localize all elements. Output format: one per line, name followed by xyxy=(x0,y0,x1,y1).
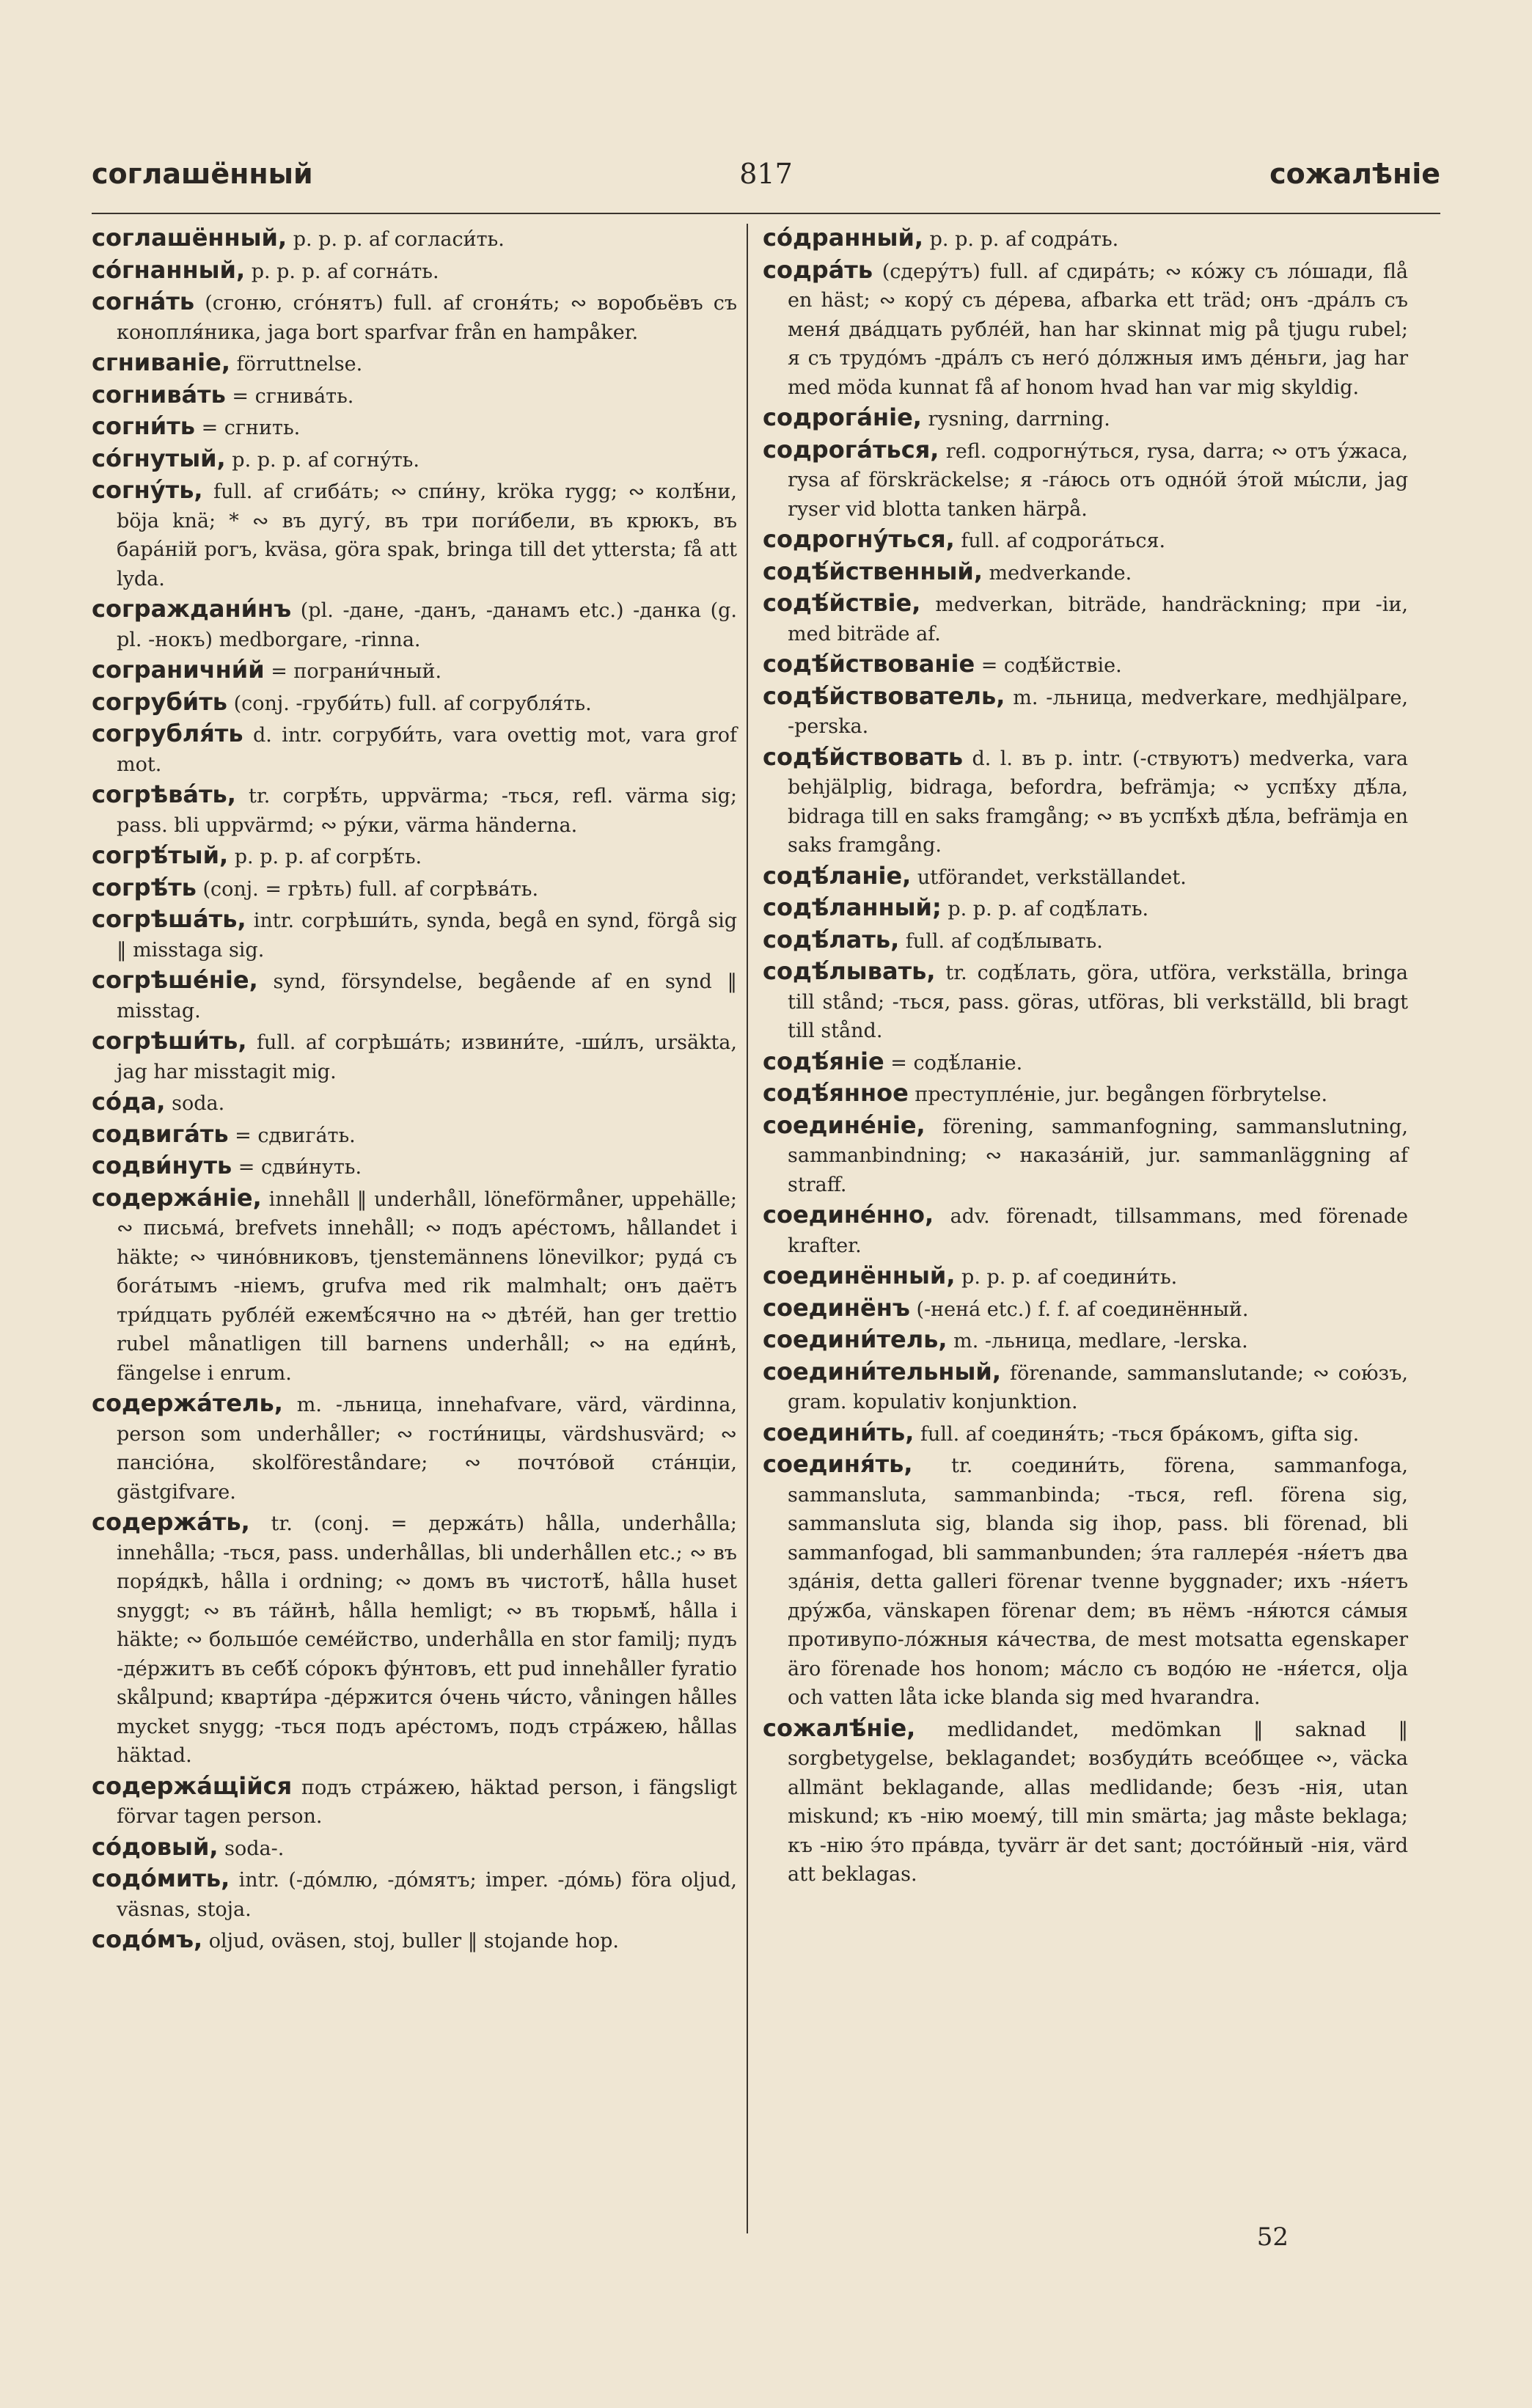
header-rule xyxy=(92,213,1440,214)
headword: согну́ть, xyxy=(92,476,203,504)
dictionary-entry xyxy=(92,1389,737,1507)
definition: soda. xyxy=(165,1092,225,1115)
dictionary-entry xyxy=(92,720,737,779)
dictionary-entry xyxy=(763,682,1408,742)
definition: tr. согрѣ́ть, uppvärma; -ться, refl. värma sig; pass. bli uppvärmd; ∾ ру́ки, värma händerna. xyxy=(117,785,737,837)
page-header xyxy=(92,158,1440,202)
headword: содержа́тель, xyxy=(92,1389,283,1417)
definition: synd, försyndelse, begående af en synd ‖ misstag. xyxy=(117,970,737,1022)
definition: tr. соедини́ть, förena, sammanfoga, sammansluta, sammanbinda; -ться, refl. förena sig, sammansluta sig, blanda sig ihop, pass. bli förenad, bli sammanfogad, bli sammanbunden; э́та галлере́я -ня́етъ два зда́нія, detta galleri förenar tvenne byggnader; ихъ -ня́етъ дру́жба, vänskapen förenar dem; въ нёмъ -ня́ются са́мыя противупо-ло́жныя ка́чества, de mest motsatta egenskaper äro förenade hos honom; ма́сло съ водо́ю не -ня́ется, olja och vatten låta icke blanda sig med hvarandra. xyxy=(788,1454,1408,1709)
dictionary-entry xyxy=(92,1184,737,1388)
headword: согнива́ть xyxy=(92,380,226,409)
headword: согна́ть xyxy=(92,288,195,315)
dictionary-entry xyxy=(92,874,737,904)
headword: согрѣва́ть, xyxy=(92,780,236,808)
definition: tr. содѣ́лать, göra, utföra, verkställa, bringa till stånd; -ться, pass. göras, utföras, bli verkställd, bli bragt till stånd. xyxy=(788,962,1408,1042)
headword: содержа́ть, xyxy=(92,1508,250,1536)
headword: сограждани́нъ xyxy=(92,595,292,623)
headword: соглашённый, xyxy=(92,224,287,252)
dictionary-entry xyxy=(92,1152,737,1182)
headword: содрогну́ться, xyxy=(763,525,955,553)
headword: содѣ́янное xyxy=(763,1079,909,1107)
dictionary-entry xyxy=(92,1772,737,1831)
dictionary-entry xyxy=(763,1111,1408,1200)
page-number: 817 xyxy=(739,158,793,190)
dictionary-entry xyxy=(92,348,737,379)
dictionary-entry xyxy=(763,589,1408,648)
definition: full. af содѣ́лывать. xyxy=(899,929,1103,953)
definition: oljud, oväsen, stoj, buller ‖ stojande hop. xyxy=(202,1930,619,1953)
headword: содѣ́ланіе, xyxy=(763,861,912,890)
headword: соединёнъ xyxy=(763,1293,910,1322)
definition: = сдвига́ть. xyxy=(228,1124,356,1147)
dictionary-entry xyxy=(92,1864,737,1924)
definition: soda-. xyxy=(218,1837,285,1860)
definition: full. af сгиба́ть; ∾ спи́ну, kröka rygg; ∾ колѣ́ни, böja knä; * ∾ въ дугу́, въ три поги́бели, въ крюкъ, въ бара́ній рогъ, kväsa, göra spak, bringa till det yttersta; få att lyda. xyxy=(117,480,737,590)
dictionary-entry xyxy=(92,288,737,347)
headword: содѣ́йствовать xyxy=(763,742,964,771)
definition: medverkande. xyxy=(982,561,1132,585)
definition: (pl. -дане, -данъ, -данамъ etc.) -данка (g. pl. -нокъ) medborgare, -rinna. xyxy=(117,599,737,651)
dictionary-entry xyxy=(763,224,1408,255)
headword: содви́нуть xyxy=(92,1152,232,1179)
dictionary-entry xyxy=(92,412,737,443)
dictionary-entry xyxy=(92,1088,737,1119)
headword: содержа́ніе, xyxy=(92,1183,262,1212)
headword: содѣ́лывать, xyxy=(763,957,936,985)
dictionary-entry xyxy=(763,1325,1408,1356)
headword: содѣ́йствіе, xyxy=(763,589,921,617)
headword: сожалѣ́ніе, xyxy=(763,1713,916,1742)
dictionary-entry xyxy=(763,862,1408,893)
definition: (сгоню, сго́нятъ) full. af сгоня́ть; ∾ воробьёвъ съ конопля́ника, jaga bort sparfvar från en hampåker. xyxy=(117,292,737,344)
headword: согни́ть xyxy=(92,412,195,440)
headword: со́довый, xyxy=(92,1832,219,1861)
definition: rysning, darrning. xyxy=(921,408,1110,431)
definition: refl. содрогну́ться, rysa, darra; ∾ отъ у́жаса, rysa af förskräckelse; я -га́юсь отъ одно́й э́той мы́сли, jag ryser vid blotta tanken härpå. xyxy=(788,439,1408,521)
dictionary-entry xyxy=(763,1714,1408,1889)
definition: = содѣ́ланіе. xyxy=(884,1051,1023,1075)
dictionary-entry xyxy=(92,476,737,593)
definition: = содѣ́йствіе. xyxy=(975,654,1122,677)
definition: förenande, sammanslutande; ∾ сою́зъ, gram. kopulativ konjunktion. xyxy=(788,1361,1408,1413)
dictionary-entry xyxy=(763,743,1408,860)
definition: medlidandet, medömkan ‖ saknad ‖ sorgbetygelse, beklagandet; возбуди́ть всео́бщее ∾, väcka allmänt beklagande, allas medlidande; безъ -нія, utan miskund; къ -нію моему́, till min smärta; jag måste beklaga; къ -нію э́то пра́вда, tyvärr är det sant; досто́йный -нія, värd att beklagas. xyxy=(788,1718,1408,1886)
definition: = сгнить. xyxy=(194,417,301,439)
headword: сгниваніе, xyxy=(92,348,230,376)
dictionary-entry xyxy=(763,1079,1408,1110)
headword: содрога́ться, xyxy=(763,435,939,464)
definition: p. p. p. af согласи́ть. xyxy=(287,228,505,251)
dictionary-entry xyxy=(92,444,737,475)
dictionary-entry xyxy=(763,403,1408,434)
definition: full. af соединя́ть; -ться бра́комъ, gifta sig. xyxy=(914,1422,1360,1446)
headword: со́гнутый, xyxy=(92,444,226,472)
definition: p. p. p. af согна́ть. xyxy=(245,260,439,283)
definition: p. p. p. af содѣ́лать. xyxy=(941,898,1149,921)
definition: förruttnelse. xyxy=(230,353,363,376)
headword: содрога́ніе, xyxy=(763,403,922,431)
headword: со́дранный, xyxy=(763,224,924,252)
definition: m. -льница, medlare, -lerska. xyxy=(947,1330,1248,1353)
dictionary-entry xyxy=(763,650,1408,681)
definition: (conj. -груби́ть) full. af согрубля́ть. xyxy=(227,692,592,715)
headword: содо́мить, xyxy=(92,1864,230,1892)
headword: соедине́нно, xyxy=(763,1201,934,1229)
dictionary-entry xyxy=(92,688,737,719)
headword: содо́мъ, xyxy=(92,1925,203,1953)
headword: согрѣ́тый, xyxy=(92,841,229,869)
definition: p. p. p. af содра́ть. xyxy=(923,228,1119,251)
definition: p. p. p. af соедини́ть. xyxy=(955,1266,1178,1289)
headword: содѣ́яніе xyxy=(763,1047,884,1075)
dictionary-entry xyxy=(92,224,737,255)
definition: adv. förenadt, tillsammans, med förenade krafter. xyxy=(788,1205,1408,1257)
headword: согрѣше́ніе, xyxy=(92,966,258,994)
headword: соедини́ть, xyxy=(763,1418,915,1446)
dictionary-entry xyxy=(92,595,737,654)
headword: соедини́тель, xyxy=(763,1325,948,1353)
headword: согранични́й xyxy=(92,656,265,684)
definition: d. intr. согруби́ть, vara ovettig mot, vara grof mot. xyxy=(117,724,737,776)
definition: full. af содрога́ться. xyxy=(954,530,1166,552)
dictionary-entry xyxy=(763,256,1408,403)
definition: p. p. p. af согну́ть. xyxy=(225,448,419,472)
definition: m. -льница, innehafvare, värd, värdinna, person som underhåller; ∾ гости́ницы, värdshusvärd; ∾ пансіо́на, skolföreståndare; ∾ почто́вой ста́нціи, gästgifvare. xyxy=(117,1394,737,1504)
dictionary-entry xyxy=(763,1450,1408,1713)
headword: содержа́щійся xyxy=(92,1771,293,1800)
dictionary-entry xyxy=(92,1508,737,1771)
definition: d. l. въ р. intr. (-ствуютъ) medverka, vara behjälplig, bidraga, befordra, befrämja; ∾ успѣ́ху дѣ́ла, bidraga till en saks framgång; ∾ въ успѣ́хѣ дѣ́ла, befrämja en saks framgång. xyxy=(788,747,1408,857)
definition: innehåll ‖ underhåll, löneförmåner, uppehälle; ∾ письма́, brefvets innehåll; ∾ подъ аре́стомъ, hållandet i häkte; ∾ чино́вниковъ, tjenstemännens lönevilkor; руда́ съ бога́тымъ -ніемъ, grufva med rik malmhalt; онъ даётъ три́дцать рубле́й ежемѣ́сячно на ∾ дѣте́й, han ger trettio rubel månatligen till barnens underhåll; ∾ на еди́нѣ, fängelse i enrum. xyxy=(117,1187,737,1385)
definition: = сдви́нуть. xyxy=(232,1156,362,1179)
definition: (сдеру́тъ) full. af сдира́ть; ∾ ко́жу съ ло́шади, flå en häst; ∾ кору́ съ де́рева, afbarka ett träd; онъ -дра́лъ съ меня́ два́дцать рубле́й, han har skinnat mig på tjugu rubel; я съ трудо́мъ -дра́лъ съ него́ до́лжныя имъ де́ньги, jag har med möda kunnat få af honom hvad han var mig skyldig. xyxy=(788,260,1408,399)
headword: содѣ́йственный, xyxy=(763,557,983,585)
headword: содѣ́лать, xyxy=(763,925,900,954)
dictionary-entry xyxy=(92,256,737,287)
dictionary-entry xyxy=(92,966,737,1025)
dictionary-entry xyxy=(763,1294,1408,1325)
headword: содра́ть xyxy=(763,255,873,284)
headword: согрѣша́ть, xyxy=(92,905,246,933)
dictionary-entry xyxy=(763,1358,1408,1417)
headword: согрубля́ть xyxy=(92,720,243,747)
dictionary-entry xyxy=(763,525,1408,556)
dictionary-entry xyxy=(92,841,737,872)
dictionary-entry xyxy=(92,1925,737,1956)
definition: utförandet, verkställandet. xyxy=(911,866,1187,889)
definition: intr. (-до́млю, -до́мятъ; imper. -до́мь) föra oljud, väsnas, stoja. xyxy=(117,1869,737,1921)
definition: подъ стра́жею, häktad person, i fängsligt förvar tagen person. xyxy=(117,1776,737,1828)
headword: соединённый, xyxy=(763,1262,956,1289)
dictionary-entry xyxy=(763,557,1408,588)
headword: согрѣши́ть, xyxy=(92,1027,247,1055)
definition: intr. согрѣши́ть, synda, begå en synd, förgå sig ‖ misstaga sig. xyxy=(117,910,737,962)
dictionary-entry xyxy=(763,957,1408,1046)
headword: согрѣ́ть xyxy=(92,873,197,901)
headword: содѣ́ланный; xyxy=(763,893,942,921)
headword: содвига́ть xyxy=(92,1119,229,1148)
definition: full. af согрѣша́ть; извини́те, -ши́лъ, ursäkta, jag har misstagit mig. xyxy=(117,1031,737,1083)
headword: соедине́ніе, xyxy=(763,1110,926,1139)
headword: со́гнанный, xyxy=(92,255,246,284)
dictionary-entry xyxy=(763,1047,1408,1078)
header-right-guideword: сожалѣніе xyxy=(1269,158,1440,190)
definition: medverkan, biträde, handräckning; при -іи, med biträde af. xyxy=(788,593,1408,645)
definition: förening, sammanfogning, sammanslutning, sammanbindning; ∾ наказа́ній, jur. sammanläggning af straff. xyxy=(788,1115,1408,1196)
column-divider xyxy=(747,224,748,2233)
dictionary-entry xyxy=(763,893,1408,924)
signature-mark: 52 xyxy=(1256,2222,1289,2252)
definition: (-нена́ etc.) f. f. af соединённый. xyxy=(909,1298,1249,1321)
dictionary-entry xyxy=(763,1201,1408,1260)
dictionary-entry xyxy=(92,780,737,840)
dictionary-entry xyxy=(92,1027,737,1086)
definition: (conj. = грѣть) full. af согрѣва́ть. xyxy=(196,877,539,901)
dictionary-entry xyxy=(92,1120,737,1151)
headword: со́да, xyxy=(92,1088,166,1116)
headword: содѣ́йствователь, xyxy=(763,681,1005,710)
definition: tr. (conj. = держа́ть) hålla, underhålla; innehålla; -ться, pass. underhållas, bli underhållen etc.; ∾ въ поря́дкѣ, hålla i ordning; ∾ домъ въ чистотѣ́, hålla huset snyggt; ∾ въ та́йнѣ, hålla hemligt; ∾ въ тюрьмѣ́, hålla i häkte; ∾ большо́е семе́йство, underhålla en stor familj; пудъ -де́ржитъ въ себѣ́ со́рокъ фу́нтовъ, ett pud innehåller fyratio skålpund; кварти́ра -де́ржится о́чень чи́сто, våningen hålles mycket snygg; -ться подъ аре́стомъ, подъ стра́жею, hållas häktad. xyxy=(117,1512,737,1767)
headword: содѣ́йствованіе xyxy=(763,650,975,678)
dictionary-entry xyxy=(92,656,737,687)
definition: преступле́ніе, jur. begången förbrytelse. xyxy=(908,1083,1328,1106)
headword: соедини́тельный, xyxy=(763,1357,1001,1386)
dictionary-entry xyxy=(92,381,737,411)
dictionary-entry xyxy=(763,436,1408,524)
right-column xyxy=(763,224,1408,1891)
header-left-guideword: соглашённый xyxy=(92,158,313,190)
definition: = сгнива́ть. xyxy=(225,384,354,408)
dictionary-entry xyxy=(763,1262,1408,1292)
dictionary-entry xyxy=(92,905,737,965)
definition: = пограни́чный. xyxy=(264,660,442,683)
left-column xyxy=(92,224,737,1958)
dictionary-entry xyxy=(763,1419,1408,1449)
dictionary-entry xyxy=(763,926,1408,956)
definition: m. -льница, medverkare, medhjälpare, -perska. xyxy=(788,686,1408,738)
headword: соединя́ть, xyxy=(763,1450,913,1478)
dictionary-entry xyxy=(92,1833,737,1864)
headword: согруби́ть xyxy=(92,687,227,716)
definition: p. p. p. af согрѣ́ть. xyxy=(228,846,422,868)
